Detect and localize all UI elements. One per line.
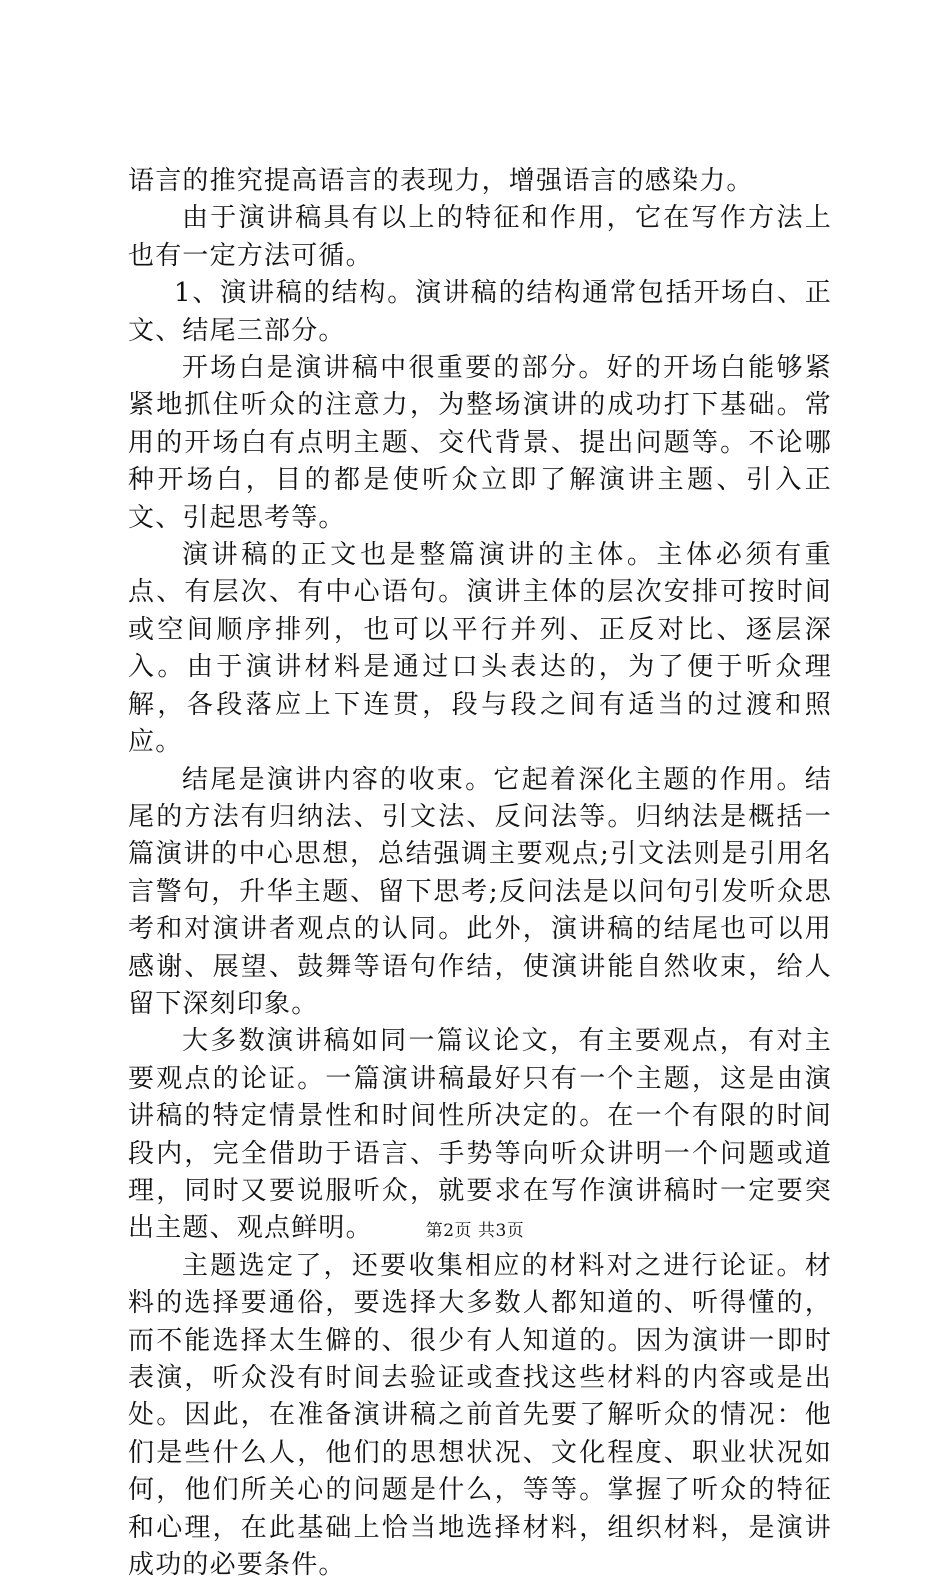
paragraph-method-intro: 由于演讲稿具有以上的特征和作用，它在写作方法上也有一定方法可循。 [128, 203, 832, 271]
page-number-indicator: 第2页 共3页 [425, 1221, 525, 1241]
page-footer [0, 1216, 950, 1241]
paragraph-structure-heading: 1、演讲稿的结构。演讲稿的结构通常包括开场白、正文、结尾三部分。 [128, 278, 832, 346]
paragraph-opening: 开场白是演讲稿中很重要的部分。好的开场白能够紧紧地抓住听众的注意力，为整场演讲的成功打下基础。常用的开场白有点明主题、交代背景、提出问题等。不论哪种开场白，目的都是使听众立即了解演讲主题、引入正文、引起思考等。 [128, 353, 832, 533]
paragraph-ending: 结尾是演讲内容的收束。它起着深化主题的作用。结尾的方法有归纳法、引文法、反问法等。归纳法是概括一篇演讲的中心思想，总结强调主要观点;引文法则是引用名言警句，升华主题、留下思考;反问法是以问句引发听众思考和对演讲者观点的认同。此外，演讲稿的结尾也可以用感谢、展望、鼓舞等语句作结，使演讲能自然收束，给人留下深刻印象。 [128, 764, 832, 1019]
document-body [128, 163, 832, 1584]
paragraph-continuation: 语言的推究提高语言的表现力，增强语言的感染力。 [128, 166, 754, 196]
paragraph-theme: 大多数演讲稿如同一篇议论文，有主要观点，有对主要观点的论证。一篇演讲稿最好只有一个主题，这是由演讲稿的特定情景性和时间性所决定的。在一个有限的时间段内，完全借助于语言、手势等向听众讲明一个问题或道理，同时又要说服听众，就要求在写作演讲稿时一定要突出主题、观点鲜明。 [128, 1026, 832, 1244]
paragraph-main-body: 演讲稿的正文也是整篇演讲的主体。主体必须有重点、有层次、有中心语句。演讲主体的层次安排可按时间或空间顺序排列，也可以平行并列、正反对比、逐层深入。由于演讲材料是通过口头表达的，为了便于听众理解，各段落应上下连贯，段与段之间有适当的过渡和照应。 [128, 540, 832, 758]
paragraph-materials: 主题选定了，还要收集相应的材料对之进行论证。材料的选择要通俗，要选择大多数人都知道的、听得懂的，而不能选择太生僻的、很少有人知道的。因为演讲一即时表演，听众没有时间去验证或查找这些材料的内容或是出处。因此，在准备演讲稿之前首先要了解听众的情况：他们是些什么人，他们的思想状况、文化程度、职业状况如何，他们所关心的问题是什么，等等。掌握了听众的特征和心理，在此基础上恰当地选择材料，组织材料，是演讲成功的必要条件。 [128, 1250, 832, 1581]
